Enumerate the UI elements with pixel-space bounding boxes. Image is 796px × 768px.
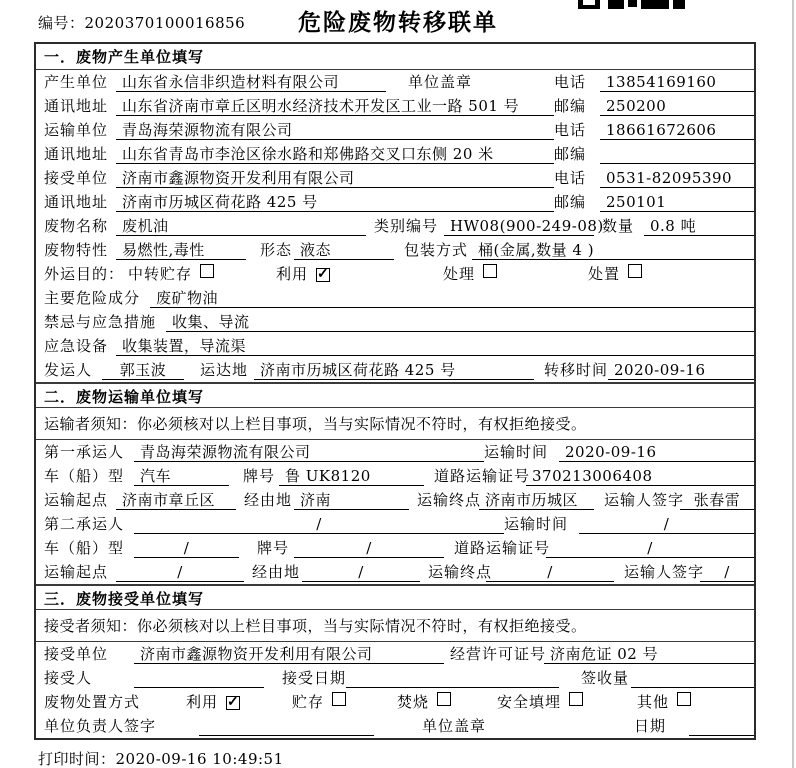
package-label: 包装方式 [404,241,469,259]
option-label: 其他 [637,693,670,711]
row-vehicle1 [36,464,754,488]
phone-label: 电话 [554,121,587,139]
row-carrier1 [36,440,754,464]
row-receiver [36,166,754,190]
transport-time-label: 运输时间 [484,443,549,461]
hazard-value: 废矿物油 [150,289,754,308]
qty-label: 数量 [602,217,635,235]
start-label: 运输起点 [44,563,109,581]
transporter-label: 运输单位 [44,121,109,139]
checkbox-checked: ✓ [317,266,330,282]
end-value: 济南市历城区 [479,491,594,510]
row-receiver-address [36,190,754,214]
purpose-option-dispose [588,264,642,284]
package-value: 桶(金属,数量 4 ) [472,241,754,260]
document-number-label: 编号： [38,14,85,32]
row-acceptor [36,666,754,690]
transport-time-value: / [579,515,754,534]
zip-label: 邮编 [554,145,587,163]
category-value: HW08(900-249-08) [444,217,594,236]
carrier2-label: 第二承运人 [44,515,125,533]
qr-block [641,0,669,9]
option-label: 利用 [186,693,219,711]
start-value: / [116,563,244,582]
dest-value: 济南市历城区荷花路 425 号 [254,361,534,380]
page-edge-line [792,0,794,768]
accept-date-label: 接受日期 [282,669,347,687]
section3-title: 三．废物接受单位填写 [36,584,754,610]
character-label: 废物特性 [44,241,109,259]
receiver-label: 接受单位 [44,169,109,187]
accept-date-value [346,669,559,688]
producer-label: 产生单位 [44,73,109,91]
head-sign-value [199,717,374,736]
stamp-label: 单位盖章 [408,73,473,91]
dest-label: 运达地 [200,361,249,379]
transport-time-label: 运输时间 [504,515,569,533]
row-disposal [36,690,754,714]
row-transporter [36,118,754,142]
via-label: 经由地 [244,491,293,509]
address-value: 济南市历城区荷花路 425 号 [116,193,554,212]
row-equip [36,334,754,358]
taboo-value: 收集、导流 [166,313,754,332]
row-waste-name [36,214,754,238]
address-label: 通讯地址 [44,193,109,211]
phone-value: 18661672606 [600,121,754,140]
plate-value: 鲁 UK8120 [279,467,424,486]
option-label: 利用 [276,265,309,283]
row-producer [36,70,754,94]
row-shipper [36,358,754,382]
option-label: 安全填埋 [497,693,562,711]
plate-value: / [294,539,444,558]
carrier1-value: 青岛海荣源物流有限公司 [134,443,484,462]
print-time-value: 2020-09-16 10:49:51 [115,750,284,768]
row-route1 [36,488,754,512]
option-label: 贮存 [292,693,325,711]
row-route2 [36,560,754,584]
row-head-sign [36,714,754,738]
character-value: 易燃性,毒性 [116,241,246,260]
vehicle-label: 车（船）型 [44,467,125,485]
checkbox-checked: ✓ [227,694,240,710]
zip-value [600,145,754,164]
checkbox-unchecked [437,692,451,706]
section2-title: 二．废物运输单位填写 [36,382,754,408]
equip-value: 收集装置，导流渠 [116,337,754,356]
row-accept-unit [36,642,754,666]
section1-title: 一．废物产生单位填写 [36,44,754,70]
stamp-label: 单位盖章 [422,717,487,735]
date-value [689,717,754,736]
road-cert-label: 道路运输证号 [434,467,531,485]
disposal-option-landfill [497,692,637,712]
carrier1-label: 第一承运人 [44,443,125,461]
transporter-value: 青岛海荣源物流有限公司 [116,121,554,140]
phone-label: 电话 [554,73,587,91]
waste-name-value: 废机油 [116,217,366,236]
option-label: 中转贮存 [128,265,193,283]
accept-unit-value: 济南市鑫源物资开发利用有限公司 [134,645,444,664]
zip-label: 邮编 [554,193,587,211]
address-label: 通讯地址 [44,97,109,115]
zip-value: 250101 [600,193,754,212]
row-producer-address [36,94,754,118]
transfer-time-value: 2020-09-16 [608,361,754,380]
accept-unit-label: 接受单位 [44,645,109,663]
taboo-label: 禁忌与应急措施 [44,313,157,331]
end-label: 运输终点 [417,491,482,509]
phone-label: 电话 [554,169,587,187]
row-hazard [36,286,754,310]
sign-label: 运输人签字 [624,563,705,581]
head-sign-label: 单位负责人签字 [44,717,157,735]
road-cert-value: / [546,539,754,558]
end-label: 运输终点 [428,563,493,581]
disposal-option-burn [397,692,497,712]
qr-block [608,0,624,9]
start-value: 济南市章丘区 [116,491,236,510]
qr-code-icon [578,0,688,10]
sign-label: 运输人签字 [604,491,685,509]
print-time-label: 打印时间： [38,750,116,768]
sign-qty-label: 签收量 [581,669,630,687]
hazard-label: 主要危险成分 [44,289,141,307]
zip-label: 邮编 [554,97,587,115]
sign-qty-value [631,669,754,688]
disposal-option-use [144,693,292,712]
license-value: 济南危证 02 号 [544,645,754,664]
equip-label: 应急设备 [44,337,109,355]
qr-block [628,0,637,7]
checkbox-unchecked [569,692,583,706]
row-carrier2 [36,512,754,536]
disposal-option-storage [292,692,397,712]
manifest-form [34,42,756,740]
sign-value: / [700,563,754,582]
disposal-option-other [637,692,691,712]
row-vehicle2 [36,536,754,560]
shipper-label: 发运人 [44,361,93,379]
via-label: 经由地 [252,563,301,581]
address-value: 山东省济南市章丘区明水经济技术开发区工业一路 501 号 [116,97,554,116]
waste-name-label: 废物名称 [44,217,109,235]
zip-value: 250200 [600,97,754,116]
form-value: 液态 [294,241,394,260]
producer-value: 山东省永信非织造材料有限公司 [116,73,386,92]
checkbox-unchecked [200,264,214,278]
plate-label: 牌号 [257,539,290,557]
disposal-label: 废物处置方式 [44,693,141,711]
qr-block [673,0,685,9]
print-time [38,748,284,768]
checkbox-unchecked [483,264,497,278]
license-label: 经营许可证号 [450,645,547,663]
row-transporter-address [36,142,754,166]
purpose-option-use [276,265,443,284]
row-taboo [36,310,754,334]
vehicle-label: 车（船）型 [44,539,125,557]
category-label: 类别编号 [374,217,439,235]
form-label: 形态 [260,241,293,259]
option-label: 处理 [443,265,476,283]
transfer-time-label: 转移时间 [544,361,609,379]
receiver-value: 济南市鑫源物资开发利用有限公司 [116,169,554,188]
document-number-value: 2020370100016856 [84,14,246,32]
via-value: / [302,563,420,582]
phone-value: 13854169160 [600,73,754,92]
acceptor-label: 接受人 [44,669,93,687]
date-label: 日期 [634,717,667,735]
checkbox-unchecked [677,692,691,706]
checkbox-unchecked [332,692,346,706]
via-value: 济南 [294,491,409,510]
page-title: 危险废物转移联单 [298,9,498,36]
phone-value: 0531-82095390 [600,169,754,188]
end-value: / [486,563,614,582]
option-label: 焚烧 [397,693,430,711]
address-label: 通讯地址 [44,145,109,163]
purpose-option-storage [128,264,276,284]
qr-block [578,0,600,9]
row-purpose [36,262,754,286]
transport-time-value: 2020-09-16 [559,443,754,462]
section3-notice: 接受者须知：你必须核对以上栏目事项，当与实际情况不符时，有权拒绝接受。 [36,610,754,642]
road-cert-label: 道路运输证号 [454,539,551,557]
purpose-option-treat [443,264,588,284]
section2-notice: 运输者须知：你必须核对以上栏目事项，当与实际情况不符时，有权拒绝接受。 [36,408,754,440]
road-cert-value: 370213006408 [526,467,754,486]
checkbox-unchecked [628,264,642,278]
qty-value: 0.8 吨 [644,217,754,236]
vehicle-value: 汽车 [134,467,229,486]
row-waste-character [36,238,754,262]
shipper-value: 郭玉波 [102,361,184,380]
purpose-label: 外运目的： [44,265,125,283]
option-label: 处置 [588,265,621,283]
sign-value: 张春雷 [680,491,754,510]
start-label: 运输起点 [44,491,109,509]
carrier2-value: / [134,515,504,534]
vehicle-value: / [134,539,239,558]
plate-label: 牌号 [243,467,276,485]
acceptor-value [134,669,264,688]
address-value: 山东省青岛市李沧区徐水路和郑佛路交叉口东侧 20 米 [116,145,554,164]
